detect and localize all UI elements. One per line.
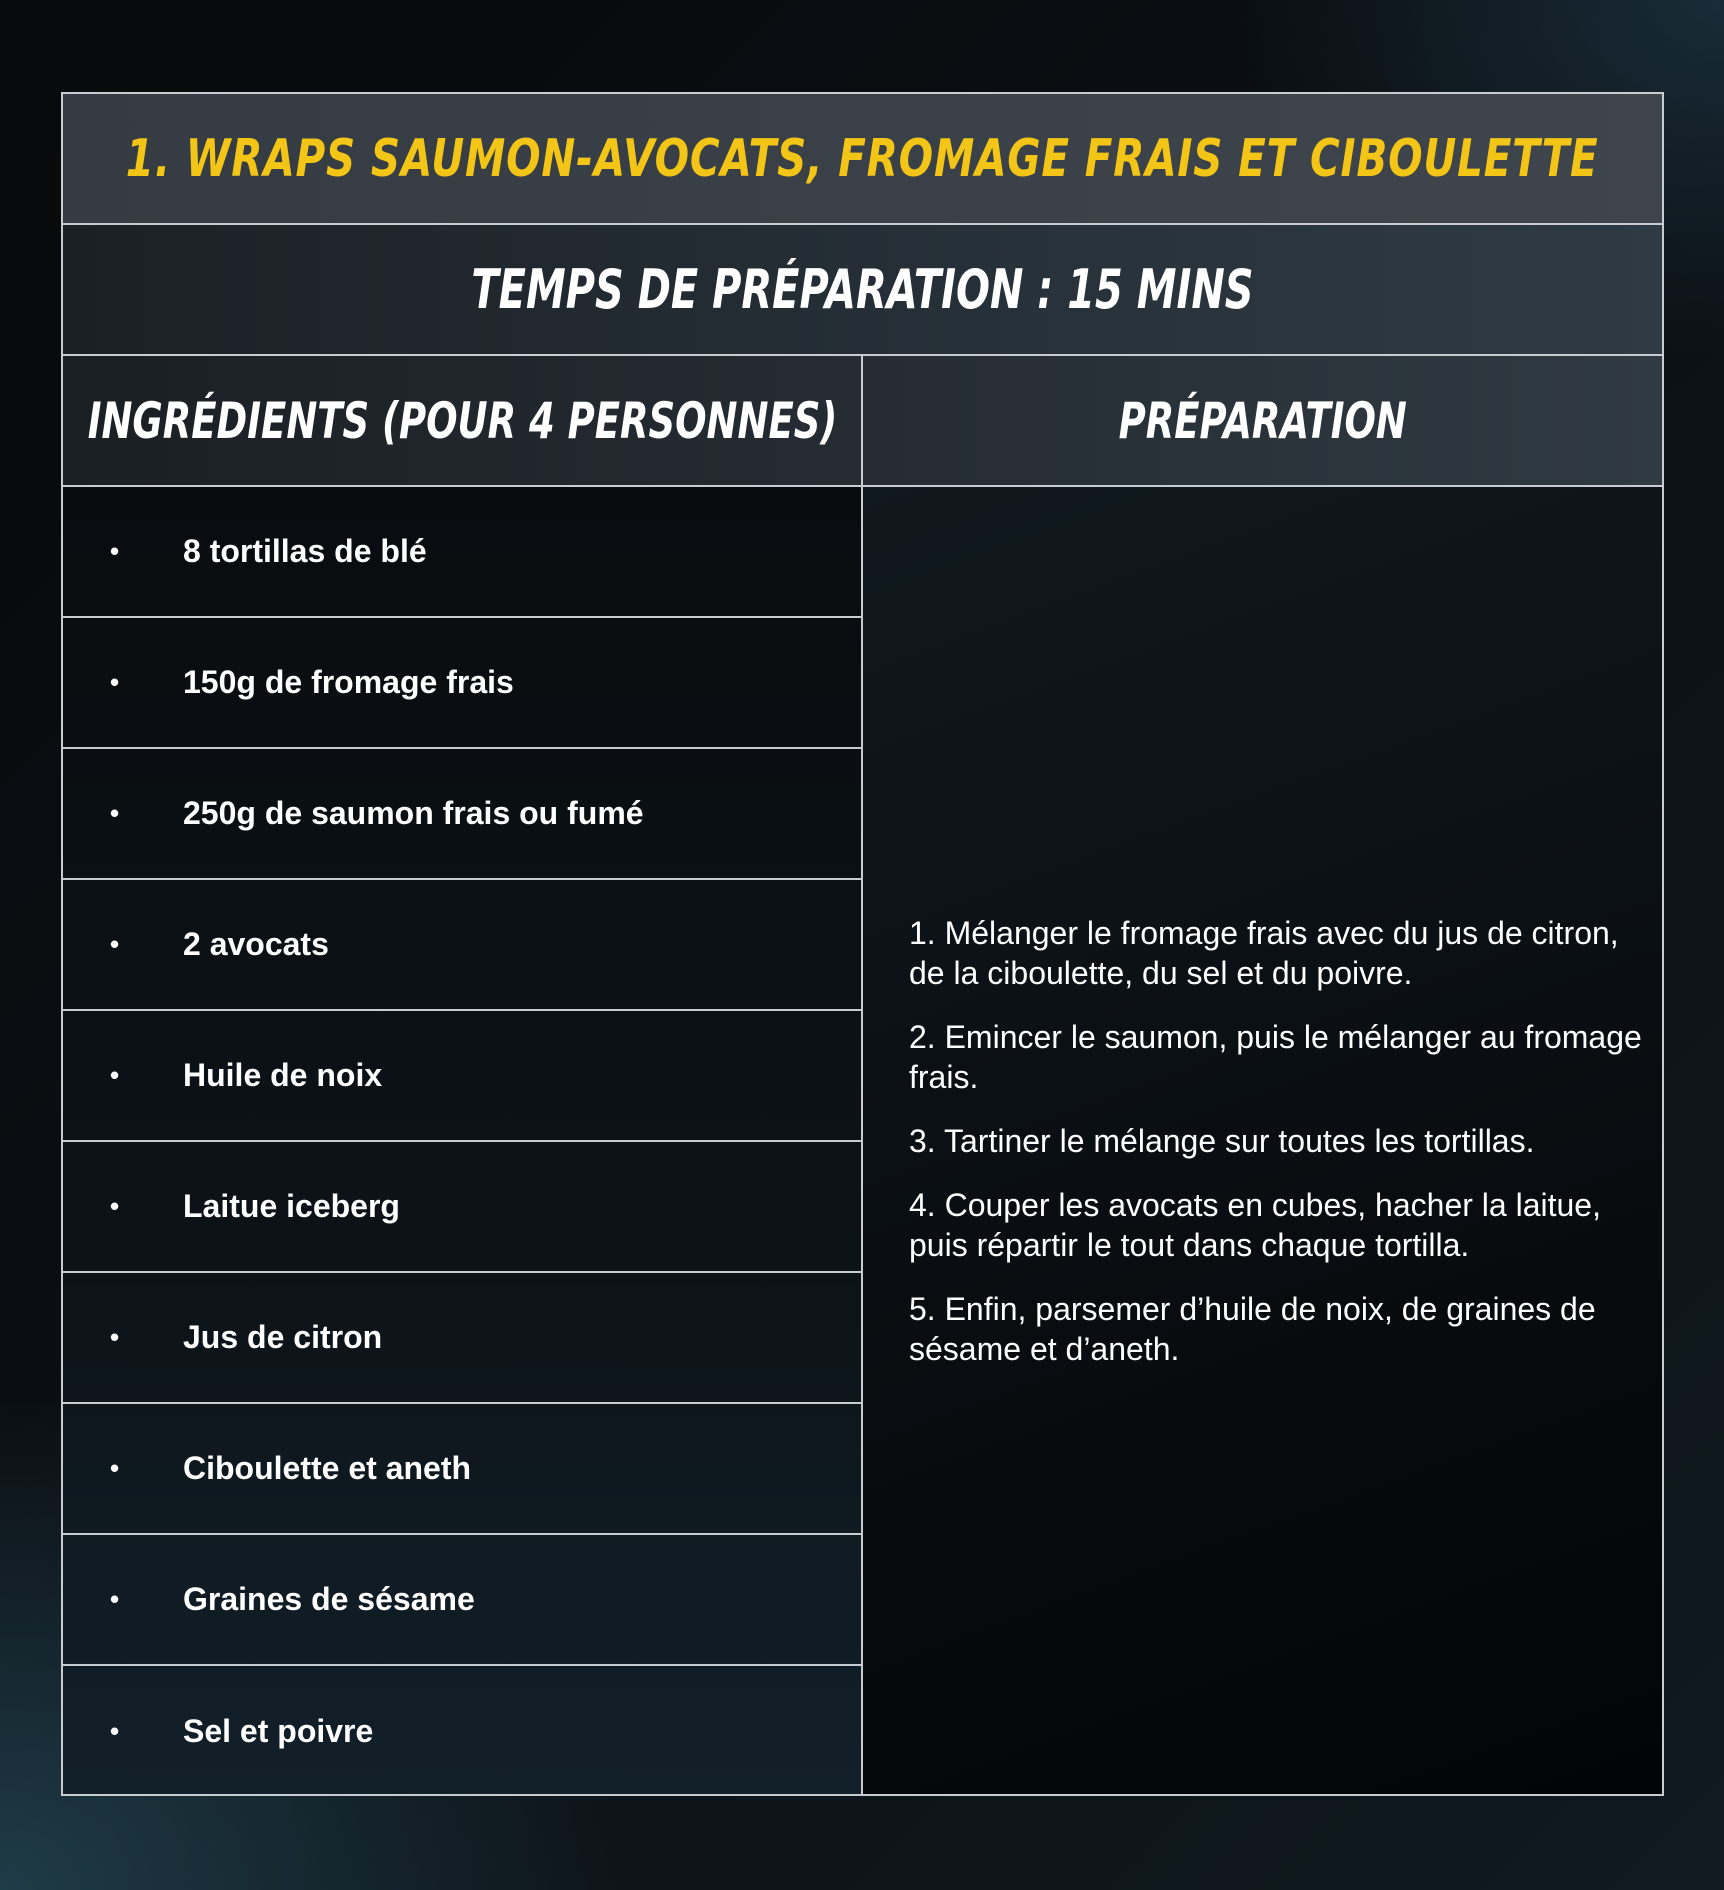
bullet-icon: •: [110, 1322, 120, 1352]
ingredient-row: [63, 487, 861, 618]
recipe-title: 1. WRAPS SAUMON-AVOCATS, FROMAGE FRAIS ET CIBOULETTE: [126, 128, 1599, 189]
preparation-steps: [863, 487, 1662, 1794]
ingredient-row: [63, 1404, 861, 1535]
bullet-icon: •: [110, 1191, 120, 1221]
bullet-icon: •: [110, 929, 120, 959]
ingredient-label: Ciboulette et aneth: [183, 1450, 472, 1486]
prep-time: TEMPS DE PRÉPARATION : 15 MINS: [471, 258, 1254, 321]
ingredient-row: [63, 880, 861, 1011]
ingredient-row: [63, 1142, 861, 1273]
ingredient-label: Laitue iceberg: [183, 1188, 400, 1224]
prep-step-4: 4. Couper les avocats en cubes, hacher la laitue, puis répartir le tout dans chaque tortilla.: [909, 1186, 1601, 1263]
bullet-icon: •: [110, 1716, 120, 1746]
ingredients-list: [63, 487, 863, 1794]
bullet-icon: •: [110, 536, 120, 566]
ingredient-row: [63, 1535, 861, 1666]
body-row: [63, 487, 1662, 1794]
prep-time-row: [63, 225, 1662, 356]
title-row: [63, 94, 1662, 225]
ingredient-label: Graines de sésame: [183, 1581, 475, 1617]
ingredient-label: Jus de citron: [183, 1319, 383, 1355]
ingredient-label: 8 tortillas de blé: [183, 533, 427, 569]
ingredient-label: Sel et poivre: [183, 1713, 374, 1749]
ingredient-row: [63, 1273, 861, 1404]
ingredients-header: INGRÉDIENTS (POUR 4 PERSONNES): [87, 391, 837, 450]
prep-step-2: 2. Emincer le saumon, puis le mélanger au fromage frais.: [909, 1018, 1642, 1095]
ingredient-row: [63, 749, 861, 880]
recipe-table: [61, 92, 1664, 1796]
ingredient-row: [63, 618, 861, 749]
ingredient-label: 150g de fromage frais: [183, 664, 514, 700]
ingredient-label: 250g de saumon frais ou fumé: [183, 795, 644, 831]
column-header-row: [63, 356, 1662, 487]
ingredients-header-cell: [63, 356, 863, 485]
bullet-icon: •: [110, 1453, 120, 1483]
prep-step-5: 5. Enfin, parsemer d’huile de noix, de graines de sésame et d’aneth.: [909, 1290, 1596, 1367]
ingredient-row: [63, 1011, 861, 1142]
preparation-header: PRÉPARATION: [1118, 391, 1407, 450]
prep-step-1: 1. Mélanger le fromage frais avec du jus de citron, de la ciboulette, du sel et du poivre.: [909, 914, 1619, 991]
ingredient-row: [63, 1666, 861, 1797]
ingredient-label: 2 avocats: [183, 926, 329, 962]
preparation-header-cell: [863, 356, 1662, 485]
bullet-icon: •: [110, 1060, 120, 1090]
bullet-icon: •: [110, 798, 120, 828]
ingredient-label: Huile de noix: [183, 1057, 383, 1093]
prep-step-3: 3. Tartiner le mélange sur toutes les tortillas.: [909, 1122, 1535, 1159]
bullet-icon: •: [110, 1584, 120, 1614]
bullet-icon: •: [110, 667, 120, 697]
